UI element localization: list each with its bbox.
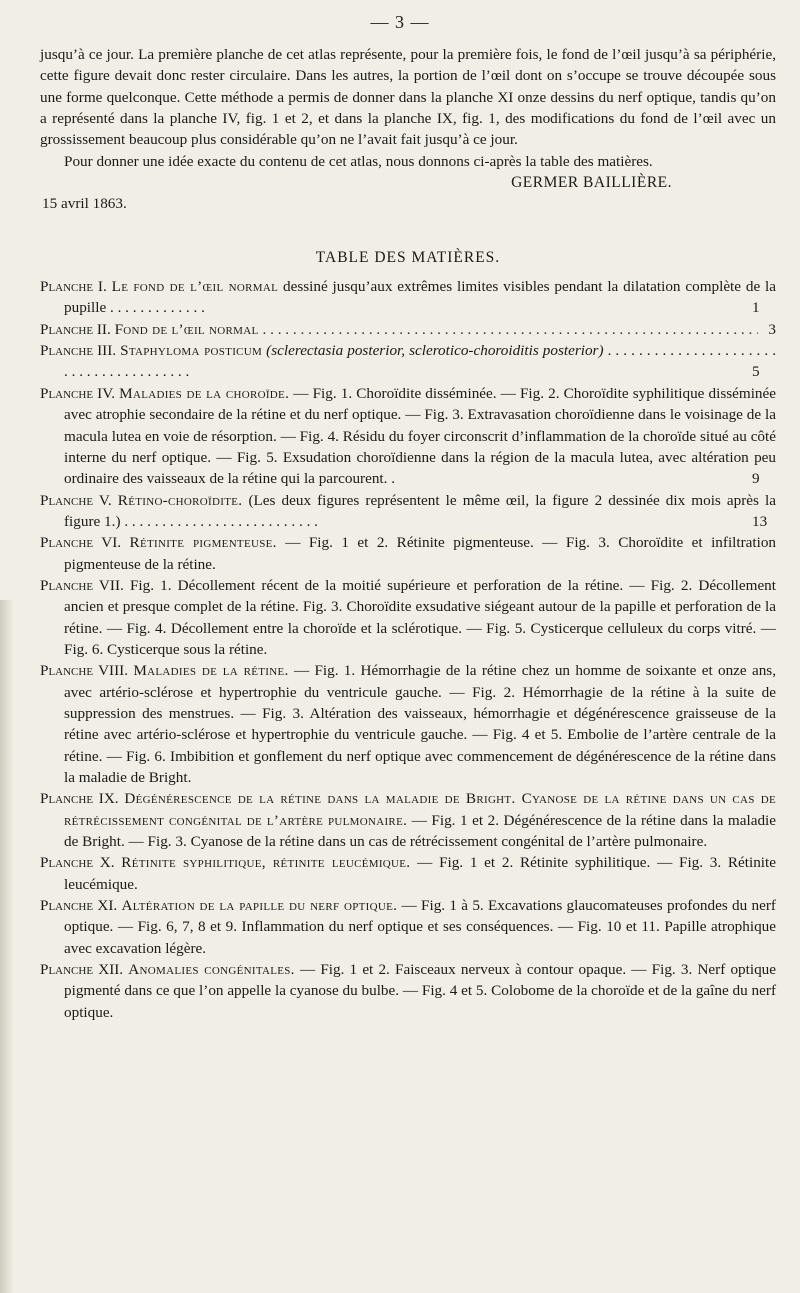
preface-date: 15 avril 1863. — [42, 195, 127, 213]
plate-heading: Fond de l’œil normal — [114, 320, 259, 338]
plate-heading: Maladies de la choroïde. — [119, 384, 290, 402]
plate-heading: Dégénérescence de la rétine dans la maladie de Bright. Cyanose de la rétine dans un cas de rétrécissement congénital de l’artère pulmonaire. — [64, 790, 776, 829]
plate-heading: Maladies de la rétine. — [133, 662, 289, 680]
toc-entry-planche-2 — [40, 319, 776, 340]
toc-entry-planche-4: Planche IV. Maladies de la choroïde. — Fig. 1. Choroïdite disséminée. — Fig. 2. Choroïdite syphilitique disséminée avec atrophie secondaire de la rétine et du nerf optique. — Fig. 3. Extravasation choroïdienne dans le voisinage de la macula lutea en voie de résorption. — Fig. 4. Résidu du foyer circonscrit d’inflammation de la choroïde situé au côté interne du nerf optique. — Fig. 5. Exsudation choroïdienne dans la région de la macula lutea, avec altération peu ordinaire des vaisseaux de la rétine qui la parcourent. . 9 — [40, 384, 777, 488]
leader-dots: . . . . . . . . . . . . . . . . . . . . . . . . . . — [124, 512, 318, 530]
toc-entry-planche-12 — [40, 959, 776, 1023]
plate-description: — Fig. 1 à 5. Excavations glaucomateuses profondes du nerf optique. — Fig. 6, 7, 8 et 9. Inflammation du nerf optique et ses conséquences. — Fig. 10 et 11. Papille atrophique avec excavation légère. — [64, 897, 776, 957]
toc-entry-planche-1: Planche I. Le fond de l’œil normal dessiné jusqu’aux extrêmes limites visibles pendant la dilatation complète de la pupille . . . . . . . . . . . . . 1 — [40, 278, 777, 317]
plate-label: Planche VIII. — [40, 662, 129, 680]
plate-label: Planche IV. — [40, 384, 116, 402]
plate-description: dessiné jusqu’aux extrêmes limites visibles pendant la dilatation complète de la pupille — [64, 278, 777, 317]
plate-label: Planche X. — [40, 854, 115, 872]
plate-description: Fig. 1. Décollement récent de la moitié supérieure et perforation de la rétine. — Fig. 2. Décollement ancien et presque complet de la rétine. Fig. 3. Choroïdite exsudative siégeant autour de la papille et perforation de la rétine. — Fig. 4. Décollement entre la choroïde et la sclérotique. — Fig. 5. Cysticerque celluleux du corps vitré. — Fig. 6. Cysticerque sous la rétine. — [64, 576, 776, 658]
toc-title: TABLE DES MATIÈRES. — [315, 248, 501, 266]
intro-paragraph: Pour donner une idée exacte du contenu de cet atlas, nous donnons ci-après la table des matières. — [64, 152, 653, 170]
intro-paragraph: jusqu’à ce jour. La première planche de cet atlas représente, pour la première fois, le fond de l’œil jusqu’à sa périphérie, cette figure devait donc rester circulaire. Dans les autres, la portion de l’œil dont on s’occupe se trouve découpée sous une forme quelconque. Cette méthode a permis de donner dans la planche XI onze dessins du nerf optique, tandis qu’on a représenté dans la planche IV, fig. 1 et 2, et dans la planche IX, fig. 1, des modifications du fond de l’œil avec un grossissement beaucoup plus considérable qu’on ne l’avait fait jusqu’à ce jour. — [40, 46, 776, 149]
plate-heading: Rétinite pigmenteuse. — [129, 534, 277, 552]
plate-label: Planche II. — [40, 320, 111, 338]
page-number: — 3 — — [370, 12, 430, 32]
page-body — [40, 44, 776, 1023]
leader-dots: . — [391, 470, 396, 488]
toc-entry-planche-5: Planche V. Rétino-choroïdite. (Les deux figures représentent le même œil, la figure 2 dessinée dix mois après la figure 1.) . . . . . . . . . . . . . . . . . . . . . . . . . . 13 — [40, 491, 777, 530]
plate-description: — Fig. 1 et 2. Rétinite syphilitique. — Fig. 3. Rétinite leucémique. — [64, 854, 776, 893]
plate-heading: Le fond de l’œil normal — [111, 278, 279, 296]
leader-dots — [263, 319, 758, 340]
plate-description: — Fig. 1 et 2. Faisceaux nerveux à contour opaque. — Fig. 3. Nerf optique pigmenté dans ce que l’on appelle la cyanose du bulbe. — Fig. 4 et 5. Colobome de la choroïde et de la gaîne du nerf optique. — [64, 961, 776, 1021]
plate-label: Planche I. — [40, 278, 107, 296]
plate-description: — Fig. 1 et 2. Dégénérescence de la rétine dans la maladie de Bright. — Fig. 3. Cyanose de la rétine dans un cas de rétrécissement congénital de l’artère pulmonaire. — [64, 811, 777, 851]
plate-heading: Altération de la papille du nerf optique. — [121, 897, 398, 915]
plate-label: Planche VII. — [40, 576, 124, 594]
plate-description: — Fig. 1. Hémorrhagie de la rétine chez un homme de soixante et onze ans, avec artério-sclérose et hypertrophie du ventricule gauche. — Fig. 2. Hémorrhagie de la rétine à la suite de suppression des menstrues. — Fig. 3. Altération des vaisseaux, hémorrhagie et dégénérescence graisseuse de la rétine avec artério-sclérose et hypertrophie du ventricule gauche. — Fig. 4 et 5. Embolie de l’artère centrale de la rétine. — Fig. 6. Imbibition et gonflement du nerf optique avec commencement de dégénérescence de la rétine dans la maladie de Bright. — [64, 662, 777, 786]
plate-label: Planche XI. — [40, 897, 118, 915]
toc-entry-planche-7 — [40, 575, 776, 660]
page-ref: 3 — [768, 320, 776, 338]
plate-label: Planche V. — [40, 491, 112, 509]
plate-heading: Rétino-choroïdite. — [117, 491, 243, 509]
leader-dots: . . . . . . . . . . . . . . . . . . . . . . . . . . . . . . . . . . . . . . . — [64, 342, 777, 381]
plate-latin-synonyms: (sclerectasia posterior, sclerotico-choroiditis posterior) — [266, 342, 604, 360]
publisher-signature: GERMER BAILLIÈRE. — [511, 174, 672, 192]
plate-heading: Rétinite syphilitique, rétinite leucémique. — [121, 854, 411, 872]
toc-entry-planche-11 — [40, 895, 776, 959]
toc-entry-planche-9 — [40, 788, 776, 852]
toc-entry-planche-3: Planche III. Staphyloma posticum (sclerectasia posterior, sclerotico-choroiditis posterior) . . . . . . . . . . . . . . . . . . . . . . . . . . . . . . . . . . . . . . . 5 — [40, 342, 777, 381]
toc-entry-planche-6 — [40, 532, 776, 575]
plate-heading: Anomalies congénitales. — [128, 961, 295, 979]
plate-label: Planche III. — [40, 342, 117, 360]
plate-description: (Les deux figures représentent le même œil, la figure 2 dessinée dix mois après la figure 1.) — [64, 491, 777, 530]
leader-dots: . . . . . . . . . . . . . — [109, 299, 205, 317]
plate-label: Planche VI. — [40, 534, 122, 552]
page-gutter-shadow — [0, 600, 14, 1293]
plate-label: Planche XII. — [40, 961, 124, 979]
plate-heading: Staphyloma posticum — [120, 342, 263, 360]
plate-description: — Fig. 1 et 2. Rétinite pigmenteuse. — Fig. 3. Choroïdite et infiltration pigmenteuse de la rétine. — [64, 534, 777, 573]
plate-label: Planche IX. — [40, 790, 119, 808]
plate-description: — Fig. 1. Choroïdite disséminée. — Fig. 2. Choroïdite syphilitique disséminée avec atrophie secondaire de la rétine et du nerf optique. — Fig. 3. Extravasation choroïdienne dans le voisinage de la macula lutea en voie de résorption. — Fig. 4. Résidu du foyer circonscrit d’inflammation de la choroïde situé au côté interne du nerf optique. — Fig. 5. Exsudation choroïdienne dans la région de la macula lutea, avec altération peu ordinaire des vaisseaux de la rétine qui la parcourent. — [64, 384, 777, 488]
toc-entry-planche-10 — [40, 852, 776, 895]
toc-entry-planche-8 — [40, 660, 776, 788]
